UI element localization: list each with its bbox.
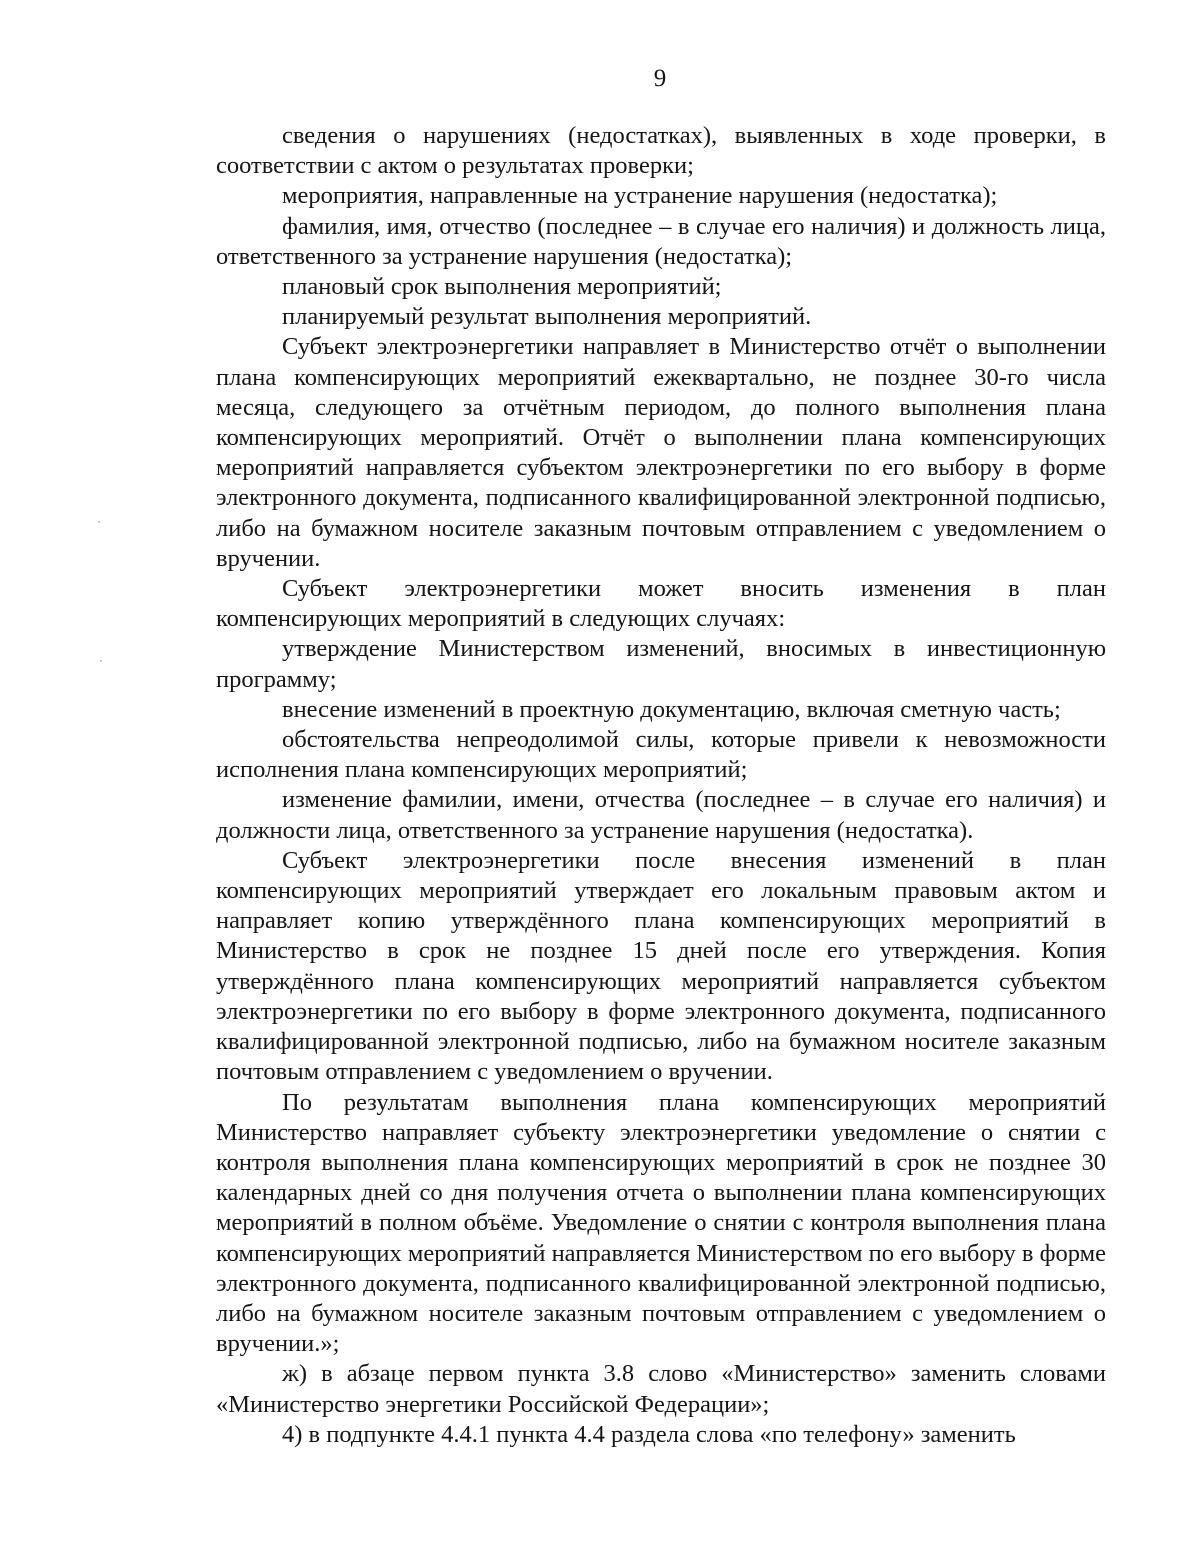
page-number: 9 (653, 65, 667, 92)
document-body (216, 121, 1106, 1450)
paragraph-quarterly-report: Субъект электроэнергетики направляет в Министерство отчёт о выполнении плана компенсирующих мероприятий ежеквартально, не позднее 30-го числа месяца, следующего за отчётным периодом, до полного выполнения плана компенсирующих мероприятий. Отчёт о выполнении плана компенсирующих мероприятий направляется субъектом электроэнергетики по его выбору в форме электронного документа, подписанного квалифицированной электронной подписью, либо на бумажном носителе заказным почтовым отправлением с уведомлением о вручении. (216, 333, 1106, 572)
scan-speck (100, 660, 102, 662)
paragraph-item-zh: ж) в абзаце первом пункта 3.8 слово «Министерство» заменить словами «Министерство энергетики Российской Федерации»; (216, 1360, 1106, 1418)
paragraph-control-removal: По результатам выполнения плана компенсирующих мероприятий Министерство направляет субъекту электроэнергетики уведомление о снятии с контроля выполнения плана компенсирующих мероприятий в срок не позднее 30 календарных дней со дня получения отчета о выполнении плана компенсирующих мероприятий в полном объёме. Уведомление о снятии с контроля выполнения плана компенсирующих мероприятий направляется Министерством по его выбору в форме электронного документа, подписанного квалифицированной электронной подписью, либо на бумажном носителе заказным почтовым отправлением с уведомлением о вручении.»; (216, 1088, 1106, 1358)
paragraph-measures: мероприятия, направленные на устранение нарушения (недостатка); (282, 182, 998, 210)
paragraph-violations: сведения о нарушениях (недостатках), выявленных в ходе проверки, в соответствии с актом о результатах проверки; (216, 122, 1106, 180)
paragraph-item-4: 4) в подпункте 4.4.1 пункта 4.4 раздела слова «по телефону» заменить (282, 1420, 1016, 1448)
paragraph-responsible-person: фамилия, имя, отчество (последнее – в случае его наличия) и должность лица, ответственного за устранение нарушения (недостатка); (216, 212, 1106, 270)
paragraph-name-change: изменение фамилии, имени, отчества (последнее – в случае его наличия) и должности лица, ответственного за устранение нарушения (недостатка). (216, 786, 1106, 844)
paragraph-planned-deadline: плановый срок выполнения мероприятий; (282, 273, 722, 301)
paragraph-project-documentation: внесение изменений в проектную документацию, включая сметную часть; (282, 695, 1061, 723)
paragraph-force-majeure: обстоятельства непреодолимой силы, которые привели к невозможности исполнения плана компенсирующих мероприятий; (216, 726, 1106, 784)
paragraph-plan-changes: Субъект электроэнергетики может вносить изменения в план компенсирующих мероприятий в следующих случаях: (216, 575, 1106, 633)
paragraph-planned-result: планируемый результат выполнения мероприятий. (282, 303, 812, 331)
scan-speck (98, 521, 100, 523)
paragraph-approval-copy: Субъект электроэнергетики после внесения изменений в план компенсирующих мероприятий утверждает его локальным правовым актом и направляет копию утверждённого плана компенсирующих мероприятий в Министерство в срок не позднее 15 дней после его утверждения. Копия утверждённого плана компенсирующих мероприятий направляется субъектом электроэнергетики по его выбору в форме электронного документа, подписанного квалифицированной электронной подписью, либо на бумажном носителе заказным почтовым отправлением с уведомлением о вручении. (216, 846, 1106, 1086)
paragraph-investment-program: утверждение Министерством изменений, вносимых в инвестиционную программу; (216, 635, 1106, 693)
